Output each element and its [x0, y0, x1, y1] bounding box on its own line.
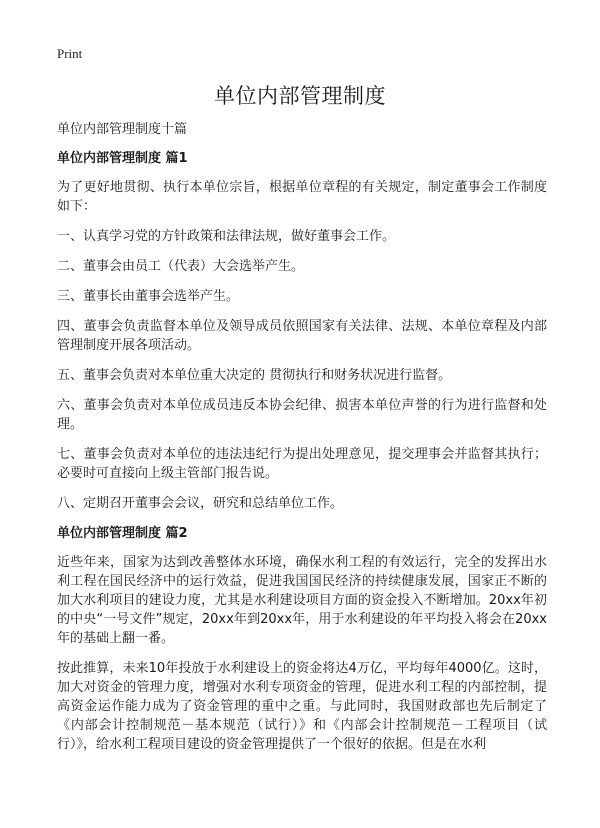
paragraph: 近些年来，国家为达到改善整体水环境，确保水利工程的有效运行，完全的发挥出水利工程在国民经济中的运行效益，促进我国国民经济的持续健康发展，国家正不断的加大水利项目的建设力度，尤其是水利建设项目方面的资金投入不断增加。20xx年初的中央“一号文件”规定，20xx年到20xx年，用于水利建设的年平均投入将会在20xx年的基础上翻一番。 — [57, 555, 547, 646]
section-1 — [57, 149, 547, 513]
paragraph: 为了更好地贯彻、执行本单位宗旨，根据单位章程的有关规定，制定董事会工作制度如下： — [57, 180, 547, 214]
paragraph: 五、董事会负责对本单位重大决定的 贯彻执行和财务状况进行监督。 — [57, 368, 452, 383]
paragraph: 八、定期召开董事会会议，研究和总结单位工作。 — [57, 496, 344, 511]
section-heading: 单位内部管理制度 篇2 — [57, 526, 188, 541]
paragraph: 七、董事会负责对本单位的违法违纪行为提出处理意见，提交理事会并监督其执行；必要时可直接向上级主管部门报告说。 — [57, 447, 547, 481]
page-title: 单位内部管理制度 — [214, 84, 386, 108]
section-2 — [57, 524, 547, 754]
paragraph: 一、认真学习党的方针政策和法律法规，做好董事会工作。 — [57, 229, 396, 244]
paragraph: 六、董事会负责对本单位成员违反本协会纪律、损害本单位声誉的行为进行监督和处理。 — [57, 398, 547, 432]
paragraph: 按此推算，未来10年投放于水利建设上的资金将达4万亿，平均每年4000亿。这时，加大对资金的管理力度，增强对水利专项资金的管理，促进水利工程的内部控制，提高资金运作能力成为了资金管理的重中之重。与此同时，我国财政部也先后制定了《内部会计控制规范－基本规范（试行）》和《内部会计控制规范－工程项目（试行）》，给水利工程项目建设的资金管理提供了一个很好的依据。但是在水利 — [57, 661, 547, 752]
paragraph: 三、董事长由董事会选举产生。 — [57, 289, 240, 304]
paragraph: 四、董事会负责监督本单位及领导成员依照国家有关法律、法规、本单位章程及内部管理制度开展各项活动。 — [57, 319, 547, 353]
document-subtitle: 单位内部管理制度十篇 — [57, 122, 188, 137]
document-body — [57, 120, 547, 765]
paragraph: 二、董事会由员工（代表）大会选举产生。 — [57, 259, 305, 274]
print-link[interactable]: Print — [57, 46, 83, 61]
section-heading: 单位内部管理制度 篇1 — [57, 151, 188, 166]
